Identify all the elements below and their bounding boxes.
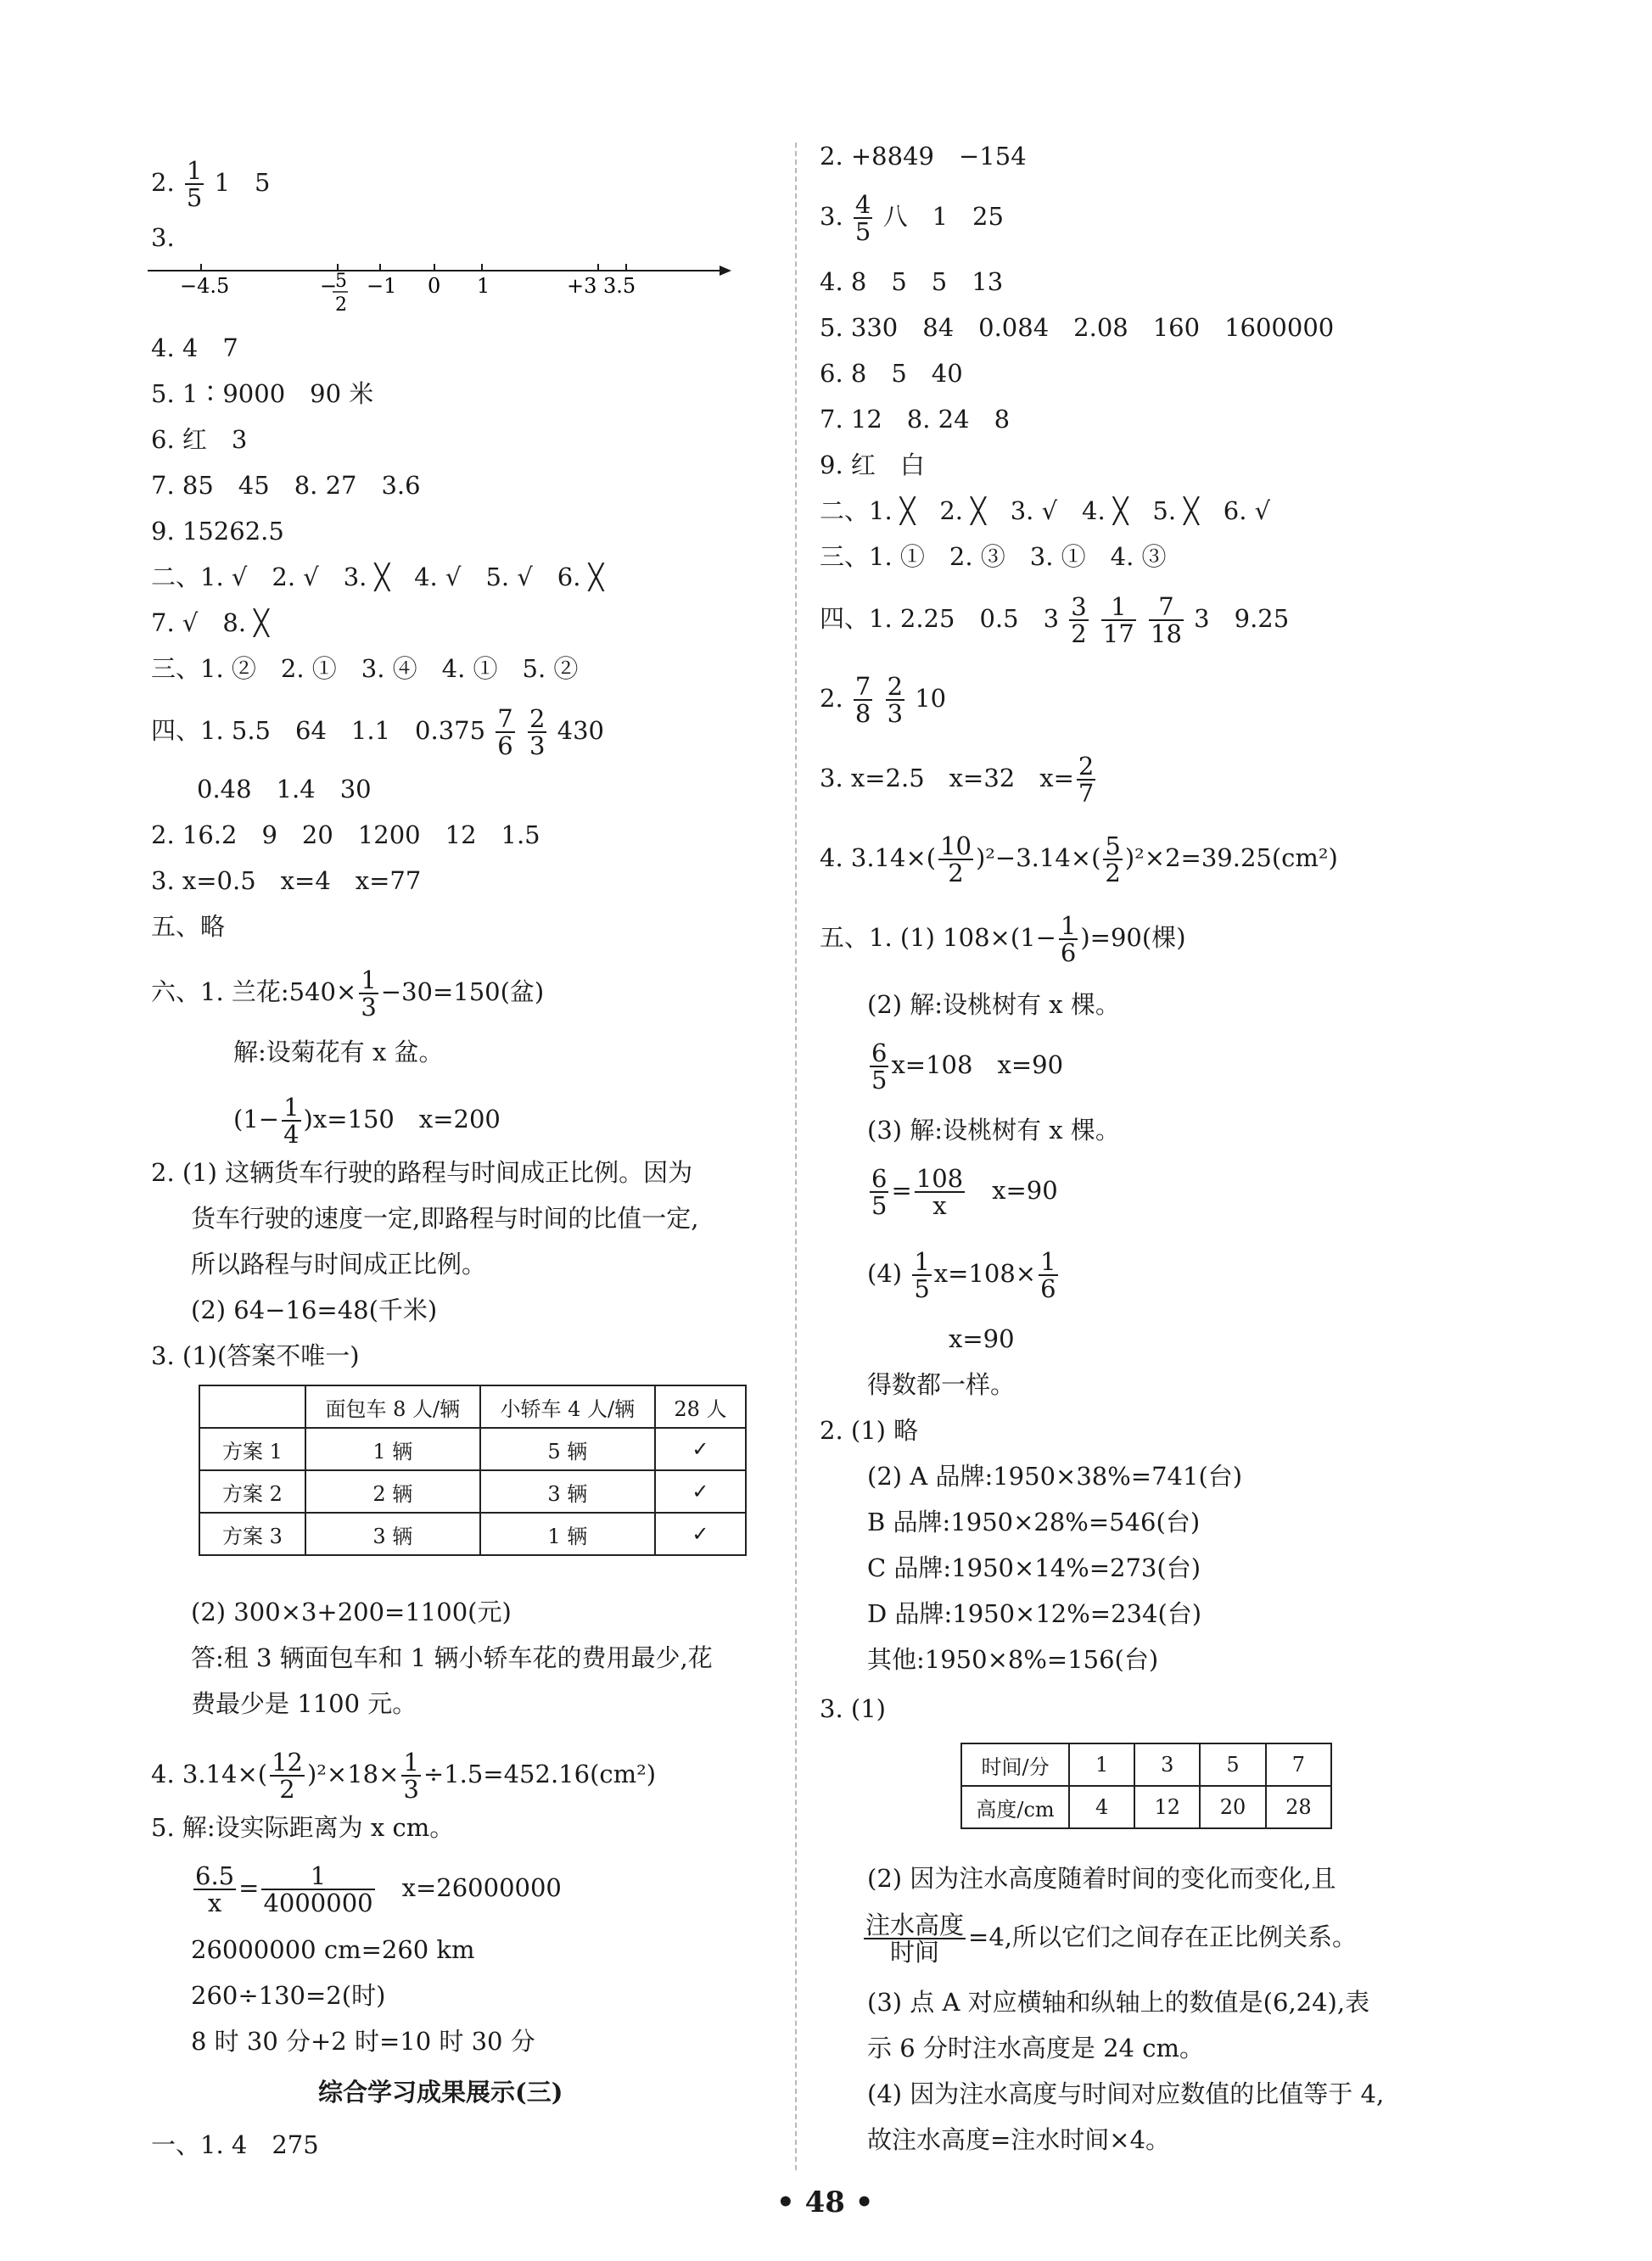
arrow-right-icon xyxy=(720,266,731,276)
answer-line: (2) 64−16=48(千米) xyxy=(191,1296,438,1324)
answer-line: (4) $\frac{1}{5}$ x=108× $\frac{1}{6}$ xyxy=(867,1247,1056,1303)
answer-line: $\frac{\text{注水高度}}{\text{时间}}$ =4,所以它们之间存在正比例关系。 xyxy=(865,1911,1357,1967)
answer-line: (1− $\frac{1}{4}$ )x=150 x=200 xyxy=(233,1093,501,1149)
answer-line: 4. 3.14×( $\frac{10}{2}$ )²−3.14×( $\frac{5}{2}$ )²×2=39.25(cm²) xyxy=(820,831,1338,887)
tick-label: 1 xyxy=(477,274,490,298)
answer-line: 9. 红 白 xyxy=(820,451,925,479)
answer-line: 5. 解:设实际距离为 x cm。 xyxy=(151,1813,455,1842)
tick-frac-den: 2 xyxy=(335,294,347,316)
answer-line: 7. √ 8. ╳ xyxy=(151,608,269,637)
answer-line: D 品牌:1950×12%=234(台) xyxy=(867,1599,1202,1628)
tick-label: − xyxy=(320,274,338,298)
fraction: $\frac{2}{3}$ xyxy=(529,704,546,760)
answer-line: 一、1. 4 275 xyxy=(151,2130,319,2159)
answer-line: $\frac{6}{5}$ = $\frac{108}{x}$ x=90 xyxy=(871,1164,1058,1220)
answer-line: 2. $\frac{7}{8}$ $\frac{2}{3}$ 10 xyxy=(820,672,947,728)
fraction: $\frac{12}{2}$ xyxy=(272,1748,303,1804)
answer-line: 解:设菊花有 x 盆。 xyxy=(233,1038,444,1066)
answer-line: 5. 1∶9000 90 米 xyxy=(151,379,374,408)
fraction: $\frac{6.5}{x}$ xyxy=(195,1861,235,1917)
answer-line: 4. 8 5 5 13 xyxy=(820,267,1004,296)
water-height-table xyxy=(960,1743,1332,1829)
number-line xyxy=(146,255,740,322)
answer-line: 9. 15262.5 xyxy=(151,517,284,546)
answer-line: 260÷130=2(时) xyxy=(191,1981,386,2010)
answer-line: 5. 330 84 0.084 2.08 160 1600000 xyxy=(820,313,1335,342)
fraction: $\frac{7}{18}$ xyxy=(1151,592,1182,648)
fraction: $\frac{7}{8}$ xyxy=(854,672,871,728)
answer-line: 2. 16.2 9 20 1200 12 1.5 xyxy=(151,820,540,849)
answer-line: $\frac{6.5}{x}$ = $\frac{1}{4000000}$ x=26000000 xyxy=(195,1861,562,1917)
answer-line: 费最少是 1100 元。 xyxy=(191,1689,417,1718)
answer-line: (2) 因为注水高度随着时间的变化而变化,且 xyxy=(867,1864,1336,1893)
tick-label: −1 xyxy=(367,274,397,298)
tick-label: 0 xyxy=(428,274,441,298)
answer-line: 4. 3.14×( $\frac{12}{2}$ )²×18× $\frac{1}{3}$ ÷1.5=452.16(cm²) xyxy=(151,1748,657,1804)
answer-line: 故注水高度=注水时间×4。 xyxy=(867,2125,1171,2154)
fraction: $\frac{1}{4}$ xyxy=(283,1093,300,1149)
page-number: • 48 • xyxy=(776,2185,874,2219)
answer-line: 2. $\frac{1}{5}$ 1 5 xyxy=(151,156,271,212)
section-title: 综合学习成果展示(三) xyxy=(318,2078,563,2107)
answer-line: 6. 8 5 40 xyxy=(820,359,963,388)
answer-line: 三、1. ① 2. ③ 3. ① 4. ③ xyxy=(820,542,1167,571)
answer-line: 五、1. (1) 108×(1− $\frac{1}{6}$ )=90(棵) xyxy=(820,911,1186,967)
column-divider xyxy=(795,143,797,2170)
fraction: $\frac{108}{x}$ xyxy=(916,1164,964,1220)
tick-label: −4.5 xyxy=(180,274,230,298)
answer-line: 所以路程与时间成正比例。 xyxy=(191,1250,487,1279)
table-row: 时间/分 1 3 5 7 xyxy=(961,1743,1331,1786)
plan-table xyxy=(199,1385,747,1556)
answer-line: 6. 红 3 xyxy=(151,425,248,454)
fraction: $\frac{6}{5}$ xyxy=(871,1038,888,1094)
answer-line: 五、略 xyxy=(151,912,226,941)
table-row: 面包车 8 人/辆 小轿车 4 人/辆 28 人 xyxy=(199,1385,746,1428)
answer-line: 8 时 30 分+2 时=10 时 30 分 xyxy=(191,2027,535,2056)
table-row: 方案 2 2 辆 3 辆 ✓ xyxy=(199,1470,746,1513)
fraction: $\frac{1}{5}$ xyxy=(186,156,203,212)
answer-line: 2. (1) 略 xyxy=(820,1416,919,1445)
answer-line: (2) 300×3+200=1100(元) xyxy=(191,1598,512,1626)
answer-line: 0.48 1.4 30 xyxy=(197,775,372,803)
answer-line: 3. (1) xyxy=(820,1694,886,1723)
answer-line: (3) 点 A 对应横轴和纵轴上的数值是(6,24),表 xyxy=(867,1988,1370,2017)
answer-line: 2. +8849 −154 xyxy=(820,142,1027,171)
fraction: $\frac{5}{2}$ xyxy=(1105,831,1121,887)
tick-frac-num: 5 xyxy=(335,271,347,292)
table-row: 方案 3 3 辆 1 辆 ✓ xyxy=(199,1513,746,1555)
answer-line: 货车行驶的速度一定,即路程与时间的比值一定, xyxy=(191,1204,699,1233)
answer-line: 3. (1)(答案不唯一) xyxy=(151,1341,360,1370)
fraction: $\frac{\text{注水高度}}{\text{时间}}$ xyxy=(865,1911,965,1967)
answer-line: C 品牌:1950×14%=273(台) xyxy=(867,1553,1201,1582)
answer-line: 答:租 3 辆面包车和 1 辆小轿车花的费用最少,花 xyxy=(191,1643,713,1672)
answer-line: 得数都一样。 xyxy=(867,1370,1016,1399)
answer-line: 3. $\frac{4}{5}$ 八 1 25 xyxy=(820,190,1004,246)
fraction: $\frac{4}{5}$ xyxy=(854,190,871,246)
bullet-icon: • xyxy=(776,2185,795,2219)
fraction: $\frac{6}{5}$ xyxy=(871,1164,888,1220)
answer-line: (2) A 品牌:1950×38%=741(台) xyxy=(867,1462,1243,1491)
fraction: $\frac{1}{17}$ xyxy=(1102,592,1134,648)
fraction: $\frac{2}{3}$ xyxy=(887,672,904,728)
answer-line: 四、1. 5.5 64 1.1 0.375 $\frac{7}{6}$ $\frac{2}{3}$ 430 xyxy=(151,704,604,760)
answer-line: 7. 12 8. 24 8 xyxy=(820,405,1011,434)
answer-line: 其他:1950×8%=156(台) xyxy=(867,1645,1159,1674)
answer-line: B 品牌:1950×28%=546(台) xyxy=(867,1508,1201,1536)
fraction: $\frac{2}{7}$ xyxy=(1078,752,1095,808)
answer-line: 3. x=0.5 x=4 x=77 xyxy=(151,866,422,895)
answer-line: (4) 因为注水高度与时间对应数值的比值等于 4, xyxy=(867,2079,1385,2108)
fraction: $\frac{3}{2}$ xyxy=(1071,592,1087,648)
answer-line: 四、1. 2.25 0.5 3 $\frac{3}{2}$ $\frac{1}{17}$ $\frac{7}{18}$ 3 9.25 xyxy=(820,592,1290,648)
fraction: $\frac{10}{2}$ xyxy=(940,831,972,887)
answer-line: 示 6 分时注水高度是 24 cm。 xyxy=(867,2034,1204,2062)
fraction: $\frac{1}{6}$ xyxy=(1060,911,1077,967)
answer-line: 三、1. ② 2. ① 3. ④ 4. ① 5. ② xyxy=(151,654,579,683)
answer-line: x=90 xyxy=(949,1324,1015,1353)
answer-line: 六、1. 兰花:540× $\frac{1}{3}$ −30=150(盆) xyxy=(151,965,545,1021)
bullet-icon: • xyxy=(854,2185,874,2219)
fraction: $\frac{1}{3}$ xyxy=(403,1748,419,1804)
answer-line: 7. 85 45 8. 27 3.6 xyxy=(151,471,421,500)
answer-line: 3. xyxy=(151,223,175,252)
fraction: $\frac{7}{6}$ xyxy=(497,704,513,760)
answer-line: 26000000 cm=260 km xyxy=(191,1935,475,1964)
table-row: 高度/cm 4 12 20 28 xyxy=(961,1786,1331,1828)
answer-line: (2) 解:设桃树有 x 棵。 xyxy=(867,990,1120,1019)
fraction: $\frac{1}{6}$ xyxy=(1040,1247,1056,1303)
answer-line: (3) 解:设桃树有 x 棵。 xyxy=(867,1116,1120,1144)
answer-line: 二、1. ╳ 2. ╳ 3. √ 4. ╳ 5. ╳ 6. √ xyxy=(820,496,1271,525)
answer-line: 2. (1) 这辆货车行驶的路程与时间成正比例。因为 xyxy=(151,1158,693,1187)
tick-label: +3 3.5 xyxy=(567,274,636,298)
fraction: $\frac{1}{4000000}$ xyxy=(263,1861,373,1917)
answer-line: 3. x=2.5 x=32 x= $\frac{2}{7}$ xyxy=(820,752,1095,808)
fraction: $\frac{1}{5}$ xyxy=(914,1247,930,1303)
answer-line: 二、1. √ 2. √ 3. ╳ 4. √ 5. √ 6. ╳ xyxy=(151,562,604,591)
fraction: $\frac{1}{3}$ xyxy=(361,965,377,1021)
table-row: 方案 1 1 辆 5 辆 ✓ xyxy=(199,1428,746,1470)
answer-line: 4. 4 7 xyxy=(151,333,238,362)
answer-line: $\frac{6}{5}$ x=108 x=90 xyxy=(871,1038,1064,1094)
